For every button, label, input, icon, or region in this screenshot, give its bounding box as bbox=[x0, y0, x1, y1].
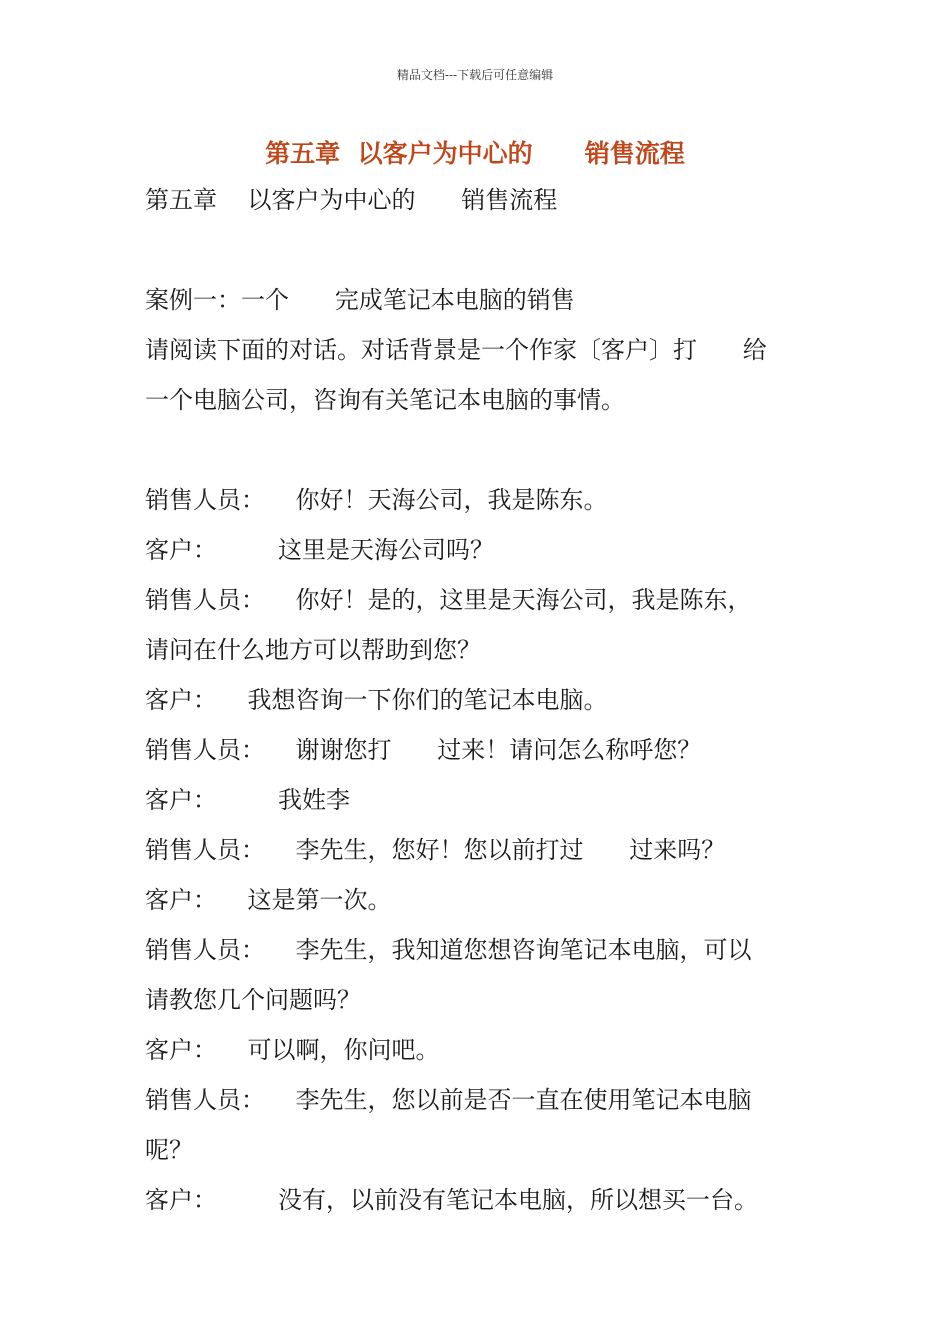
dialogue-line: 请问在什么地方可以帮助到您？ bbox=[145, 636, 481, 664]
page-header: 精品文档---下载后可任意编辑 bbox=[396, 68, 554, 82]
dialogue-line: 销售人员： 谢谢您打 过来！请问怎么称呼您？ bbox=[145, 736, 702, 764]
dialogue-line: 销售人员： 你好！天海公司，我是陈东。 bbox=[145, 486, 608, 514]
page-title: 第五章 以客户为中心的 销售流程 bbox=[265, 139, 685, 168]
dialogue-line: 客户： 我想咨询一下你们的笔记本电脑。 bbox=[145, 686, 608, 714]
dialogue-line: 销售人员： 李先生，您好！您以前打过 过来吗？ bbox=[145, 836, 726, 864]
text-line: 案例一：一个 完成笔记本电脑的销售 bbox=[145, 286, 575, 314]
dialogue-line: 销售人员： 李先生，我知道您想咨询笔记本电脑，可以 bbox=[145, 936, 752, 964]
dialogue-line: 呢？ bbox=[145, 1136, 193, 1164]
text-line: 请阅读下面的对话。对话背景是一个作家〔客户〕打 给 bbox=[145, 336, 767, 364]
text-line: 一个电脑公司，咨询有关笔记本电脑的事情。 bbox=[145, 386, 625, 414]
subtitle-line: 第五章 以客户为中心的 销售流程 bbox=[145, 186, 558, 214]
dialogue-line: 销售人员： 李先生，您以前是否一直在使用笔记本电脑 bbox=[145, 1086, 752, 1114]
dialogue-line: 客户： 没有，以前没有笔记本电脑，所以想买一台。 bbox=[145, 1186, 759, 1214]
dialogue-line: 请教您几个问题吗？ bbox=[145, 986, 361, 1014]
dialogue-line: 客户： 我姓李 bbox=[145, 786, 351, 814]
dialogue-line: 客户： 这是第一次。 bbox=[145, 886, 392, 914]
dialogue-line: 客户： 这里是天海公司吗？ bbox=[145, 536, 495, 564]
dialogue-line: 客户： 可以啊，你问吧。 bbox=[145, 1036, 440, 1064]
dialogue-line: 销售人员： 你好！是的，这里是天海公司，我是陈东， bbox=[145, 586, 752, 614]
